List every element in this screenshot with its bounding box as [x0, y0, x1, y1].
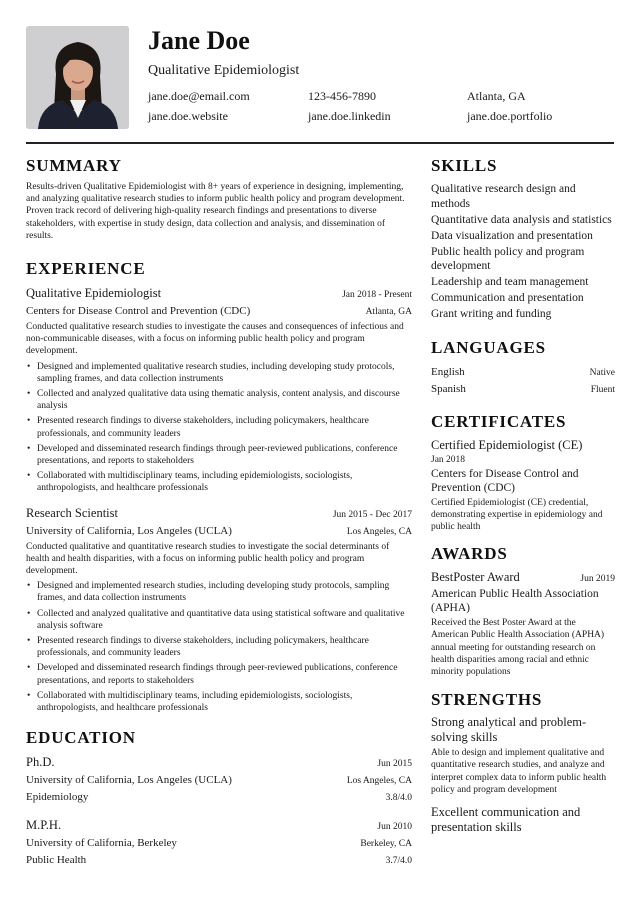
certificate-date: Jan 2018 [431, 454, 466, 465]
school-name: University of California, Los Angeles (UCLA) [26, 774, 232, 787]
job-dates: Jan 2018 - Present [342, 290, 412, 301]
skills-section [431, 156, 615, 322]
job-dates: Jun 2015 - Dec 2017 [332, 509, 412, 520]
languages-section [431, 338, 615, 398]
field-of-study: Public Health [26, 854, 87, 867]
job-location: Atlanta, GA [365, 307, 412, 318]
awards-section [431, 544, 615, 678]
education-section [26, 728, 412, 869]
gpa-value: 3.7/4.0 [385, 856, 412, 867]
certificates-heading: CERTIFICATES [431, 411, 567, 431]
bullet-item: • Collected and analyzed qualitative data using thematic analysis, content analysis, and discourse analysis [26, 388, 412, 412]
bullet-item: • Designed and implemented qualitative research studies, including developing study protocols, sampling frames, and data collection instruments [26, 361, 412, 385]
job-role: Research Scientist [26, 505, 118, 520]
bullet-item: • Presented research findings to diverse stakeholders, including policymakers, healthcare professionals, and community leaders [26, 635, 412, 659]
job-description: Conducted qualitative research studies to investigate the causes and consequences of infectious and non-communicable diseases, with a focus on informing public health policy and program development. [26, 322, 404, 357]
degree-name: Ph.D. [26, 755, 55, 770]
degree-date: Jun 2010 [377, 822, 412, 833]
phone-number[interactable]: 123-456-7890 [308, 89, 376, 103]
award-issuer: American Public Health Association (APHA) [431, 588, 599, 615]
experience-heading: EXPERIENCE [26, 259, 146, 279]
header-divider [26, 142, 614, 144]
bullet-item: • Developed and disseminated research findings through peer-reviewed publications, conference presentations, and reports to stakeholders [26, 443, 412, 467]
school-location: Berkeley, CA [360, 839, 412, 850]
education-item [26, 817, 412, 869]
awards-heading: AWARDS [431, 544, 508, 564]
languages-heading: LANGUAGES [431, 337, 546, 357]
field-of-study: Epidemiology [26, 791, 89, 804]
strengths-heading: STRENGTHS [431, 690, 543, 710]
website-link[interactable]: jane.doe.website [148, 109, 228, 123]
summary-heading: SUMMARY [26, 156, 122, 175]
degree-date: Jun 2015 [377, 759, 412, 770]
skill-item: Communication and presentation [431, 292, 584, 304]
award-item [431, 570, 615, 678]
skill-item: Leadership and team management [431, 276, 589, 288]
education-heading: EDUCATION [26, 728, 136, 748]
certificate-issuer: Centers for Disease Control and Prevention (CDC) [431, 467, 579, 494]
strength-name: Excellent communication and presentation skills [431, 804, 581, 834]
language-level: Native [589, 367, 615, 378]
award-date: Jun 2019 [580, 574, 615, 585]
language-level: Fluent [590, 384, 615, 395]
bullet-item: • Collaborated with multidisciplinary teams, including epidemiologists, sociologists, anthropologists, and healthcare professionals [26, 470, 412, 494]
school-location: Los Angeles, CA [346, 776, 412, 787]
summary-section [26, 156, 412, 242]
right-column [431, 156, 615, 835]
certificates-section [431, 412, 615, 534]
experience-item [26, 285, 412, 495]
job-bullets [26, 361, 412, 495]
strength-item [431, 715, 615, 796]
degree-name: M.P.H. [26, 818, 62, 833]
language-name: English [431, 365, 465, 378]
linkedin-link[interactable]: jane.doe.linkedin [308, 109, 391, 123]
strength-item [431, 805, 615, 835]
skill-item: Qualitative research design and methods [431, 183, 576, 210]
bullet-item: • Presented research findings to diverse stakeholders, including policymakers, healthcare professionals, and community leaders [26, 415, 412, 439]
bullet-item: • Collaborated with multidisciplinary teams, including epidemiologists, sociologists, anthropologists, and healthcare professionals [26, 690, 412, 714]
job-organization: University of California, Los Angeles (UCLA) [26, 524, 232, 537]
award-description: Received the Best Poster Award at the American Public Health Association (APHA) annual meeting for outstanding research on health disparities among racial and ethnic minority populations [431, 618, 605, 677]
summary-text: Results-driven Qualitative Epidemiologist with 8+ years of experience in designing, implementing, and analyzing qualitative research studies to inform public health policy and program development. Proven track record of delivering high-quality research findings and presentations to diverse stakeholders, with expertise in study design, data collection and analysis, and dissemination of results. [26, 182, 405, 241]
job-description: Conducted qualitative and quantitative research studies to investigate the social determinants of health and health disparities, with a focus on informing public health policy and program development. [26, 541, 390, 577]
job-bullets [26, 580, 412, 714]
certificate-item [431, 438, 615, 534]
portfolio-link[interactable]: jane.doe.portfolio [467, 109, 553, 123]
skill-item: Public health policy and program development [431, 245, 585, 272]
language-item [431, 364, 615, 381]
gpa-value: 3.8/4.0 [385, 793, 412, 804]
bullet-item: • Collected and analyzed qualitative and quantitative data using statistical software and qualitative analysis software [26, 608, 412, 632]
strengths-section [431, 690, 615, 835]
job-location: Los Angeles, CA [346, 526, 412, 537]
experience-section [26, 259, 412, 714]
bullet-item: • Designed and implemented research studies, including developing study protocols, sampling frames, and data collection instruments [26, 580, 412, 604]
skills-heading: SKILLS [431, 156, 498, 175]
job-role: Qualitative Epidemiologist [26, 286, 162, 301]
certificate-description: Certified Epidemiologist (CE) credential, demonstrating expertise in epidemiology and public health [431, 497, 603, 532]
location-text: Atlanta, GA [467, 89, 526, 103]
email-link[interactable]: jane.doe@email.com [148, 89, 250, 103]
strength-name: Strong analytical and problem-solving skills [431, 715, 587, 745]
skill-item: Quantitative data analysis and statistics [431, 213, 612, 226]
strength-description: Able to design and implement qualitative and quantitative research studies, and analyze and interpret complex data to inform public health policy and program development [431, 748, 607, 795]
experience-item [26, 505, 412, 715]
school-name: University of California, Berkeley [26, 837, 177, 850]
award-name: BestPoster Award [431, 570, 520, 585]
skill-item: Data visualization and presentation [431, 229, 593, 242]
language-item [431, 381, 615, 398]
education-item [26, 754, 412, 806]
left-column [26, 156, 412, 869]
language-name: Spanish [431, 382, 466, 395]
profile-photo [26, 26, 129, 129]
certificate-name: Certified Epidemiologist (CE) [431, 437, 583, 452]
skill-item: Grant writing and funding [431, 308, 552, 320]
candidate-name: Jane Doe [148, 26, 250, 55]
candidate-title: Qualitative Epidemiologist [148, 63, 300, 78]
job-organization: Centers for Disease Control and Prevention (CDC) [26, 305, 251, 318]
bullet-item: • Developed and disseminated research findings through peer-reviewed publications, conference presentations, and reports to stakeholders [26, 662, 412, 686]
